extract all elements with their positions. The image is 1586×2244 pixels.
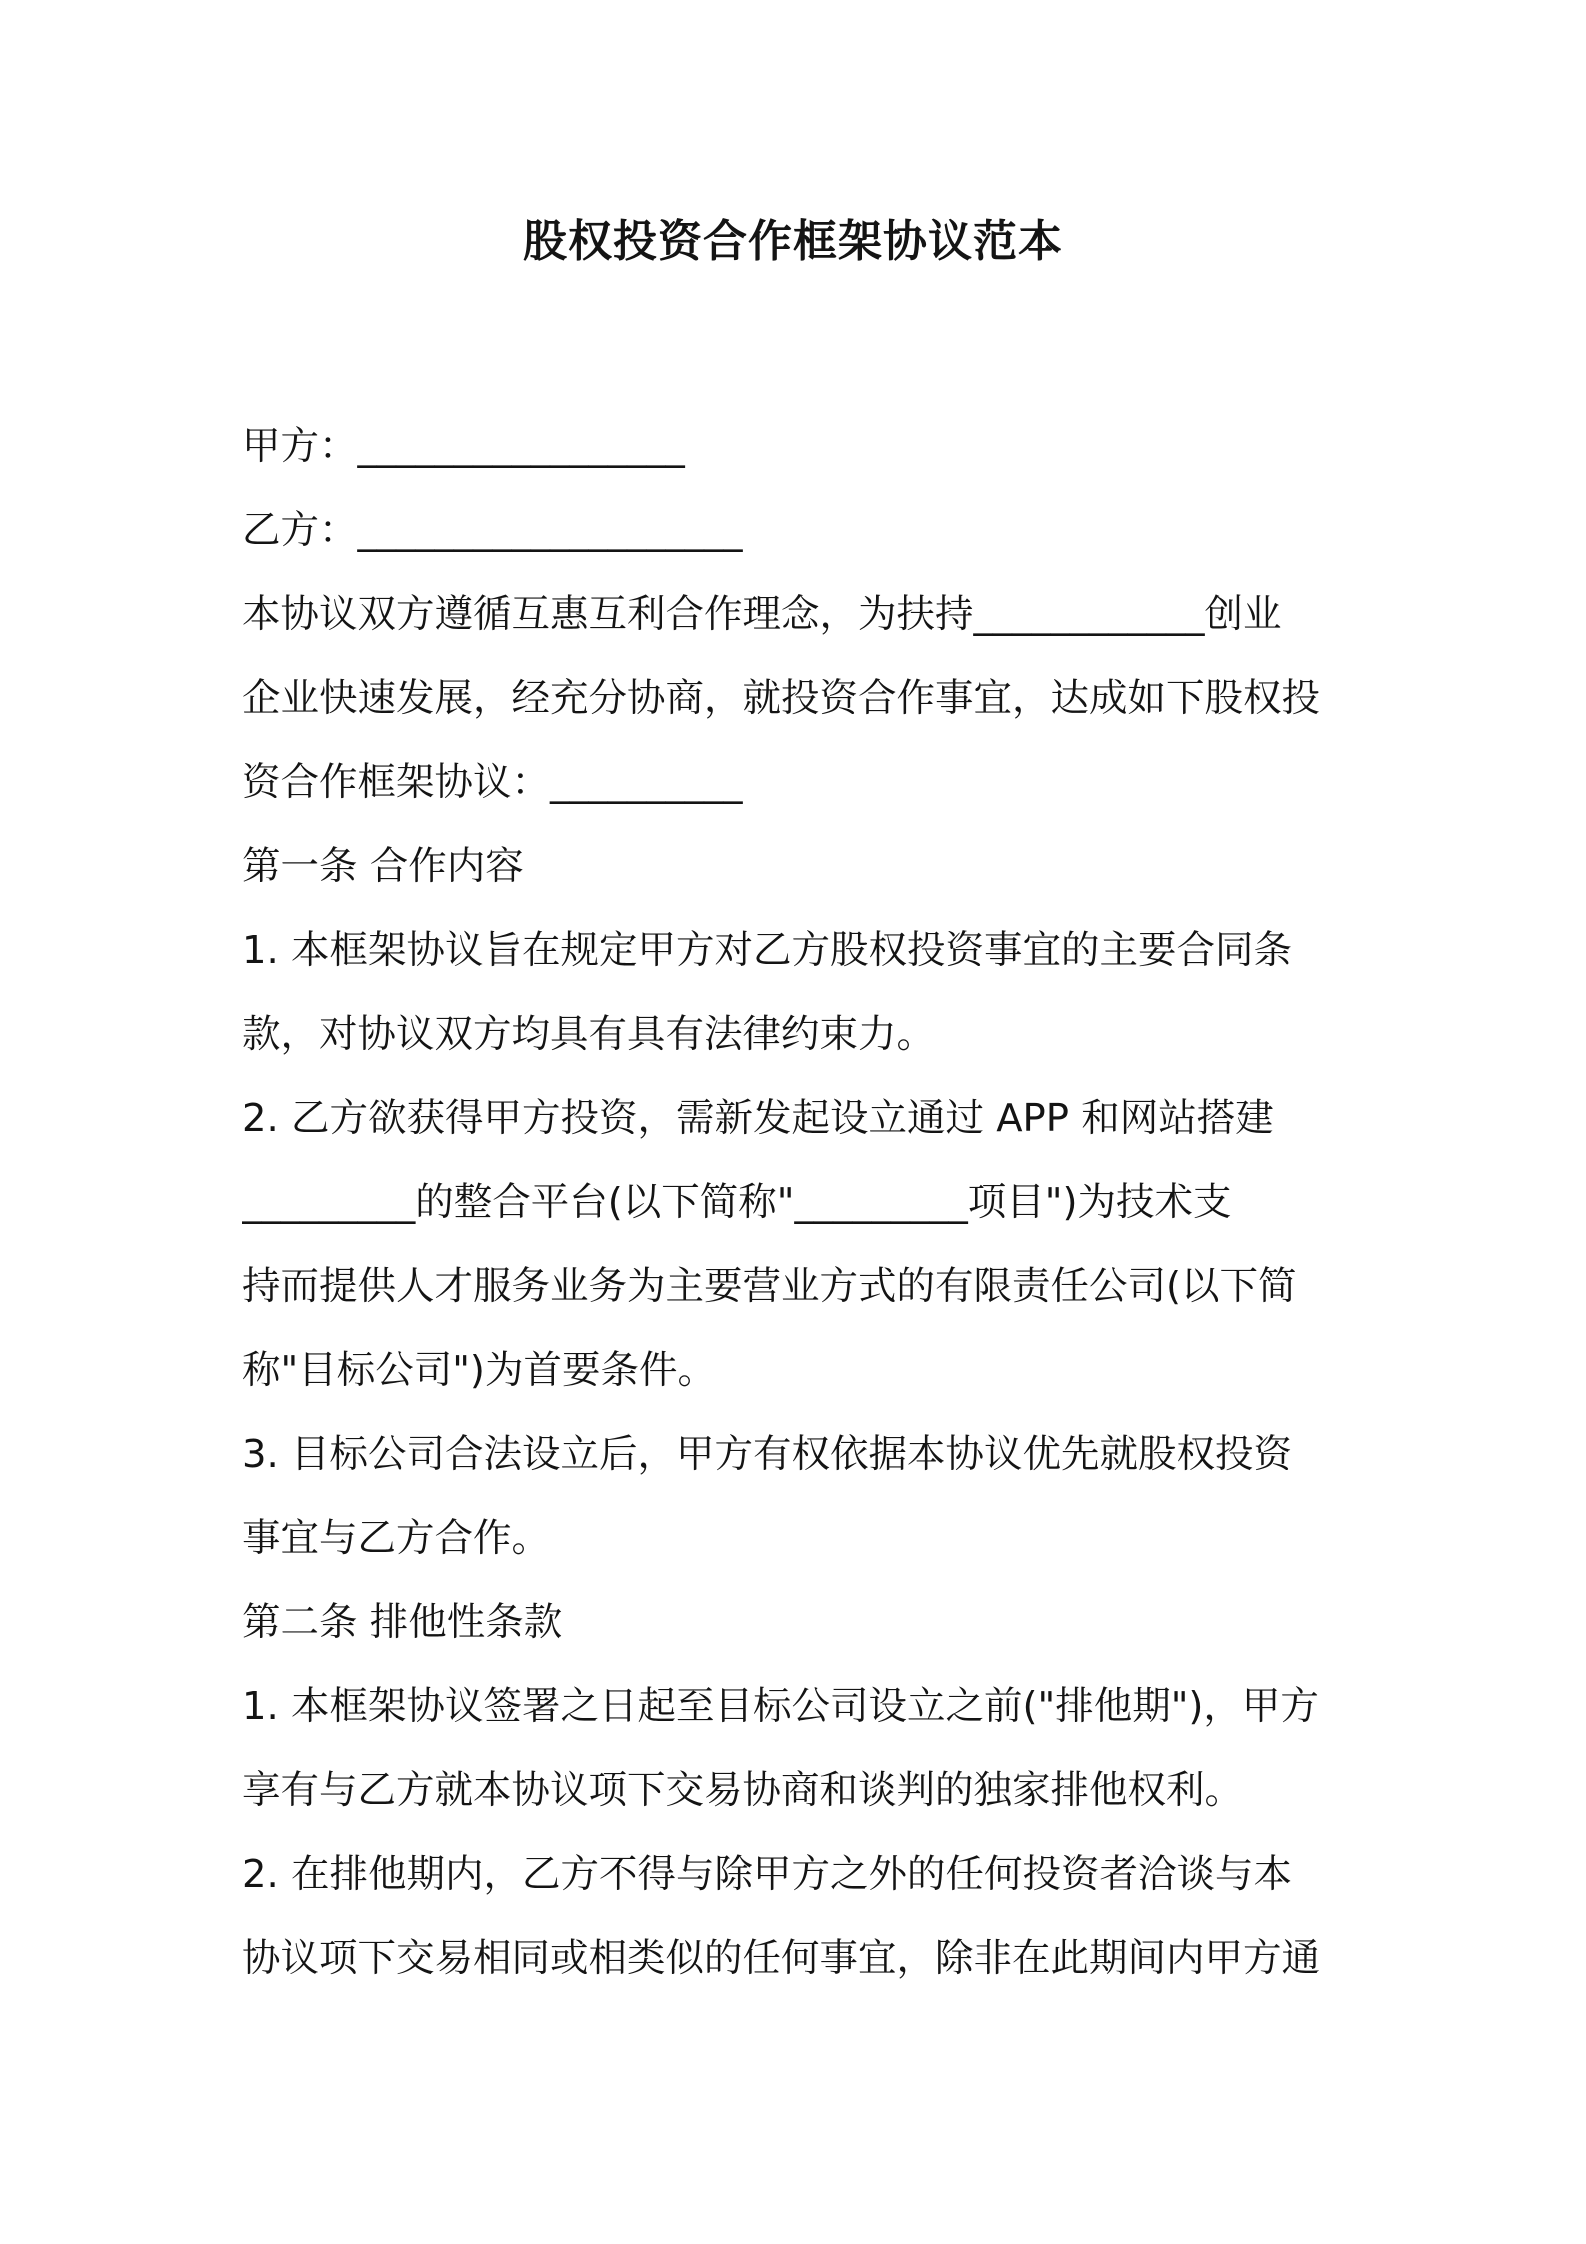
article-2-heading: 第二条 排他性条款 bbox=[242, 1600, 563, 1645]
article-2-clause-line: 协议项下交易相同或相类似的任何事宜，除非在此期间内甲方通 bbox=[242, 1936, 1321, 1981]
article-1-clause-line: _________的整合平台(以下简称"_________项目")为技术支 bbox=[242, 1180, 1232, 1225]
preamble-line: 企业快速发展，经充分协商，就投资合作事宜，达成如下股权投 bbox=[242, 676, 1321, 721]
preamble-line: 本协议双方遵循互惠互利合作理念，为扶持____________创业 bbox=[242, 592, 1282, 637]
article-2-clause-line: 享有与乙方就本协议项下交易协商和谈判的独家排他权利。 bbox=[242, 1768, 1244, 1813]
article-2-clause-line: 1. 本框架协议签署之日起至目标公司设立之前("排他期")，甲方 bbox=[242, 1684, 1319, 1729]
party-a-line: 甲方：_________________ bbox=[242, 424, 685, 469]
preamble-line: 资合作框架协议：__________ bbox=[242, 760, 743, 805]
article-1-clause-line: 2. 乙方欲获得甲方投资，需新发起设立通过 APP 和网站搭建 bbox=[242, 1096, 1274, 1141]
article-1-heading: 第一条 合作内容 bbox=[242, 844, 524, 889]
article-1-clause-line: 1. 本框架协议旨在规定甲方对乙方股权投资事宜的主要合同条 bbox=[242, 928, 1292, 973]
article-1-clause-line: 款，对协议双方均具有具有法律约束力。 bbox=[242, 1012, 936, 1057]
party-b-line: 乙方：____________________ bbox=[242, 508, 743, 553]
article-1-clause-line: 称"目标公司")为首要条件。 bbox=[242, 1348, 716, 1393]
article-1-clause-line: 3. 目标公司合法设立后，甲方有权依据本协议优先就股权投资 bbox=[242, 1432, 1292, 1477]
article-1-clause-line: 持而提供人才服务业务为主要营业方式的有限责任公司(以下简 bbox=[242, 1264, 1297, 1309]
article-2-clause-line: 2. 在排他期内，乙方不得与除甲方之外的任何投资者洽谈与本 bbox=[242, 1852, 1292, 1897]
document-title: 股权投资合作框架协议范本 bbox=[523, 216, 1063, 267]
document-body bbox=[242, 405, 1357, 2001]
article-1-clause-line: 事宜与乙方合作。 bbox=[242, 1516, 551, 1561]
